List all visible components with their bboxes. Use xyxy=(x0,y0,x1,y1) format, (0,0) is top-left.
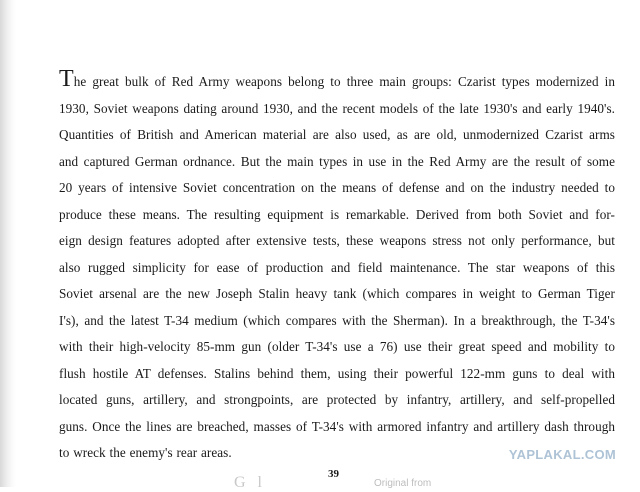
body-paragraph xyxy=(59,69,615,467)
page-edge-shadow xyxy=(0,0,16,487)
text-line-8: also rugged simplicity for ease of production and field maintenance. The star weapons of this xyxy=(59,259,615,275)
footer-stray-glyphs: G l xyxy=(234,474,266,491)
footer-original-from: Original from xyxy=(374,478,432,489)
text-line-11: with their high-velocity 85-mm gun (older T-34's use a 76) use their great speed and mobility to xyxy=(59,339,615,354)
text-line-9: Soviet arsenal are the new Joseph Stalin heavy tank (which compares in weight to German Tiger xyxy=(59,286,615,301)
watermark-logo: YAPLAKAL.COM xyxy=(508,447,616,462)
text-line-14: guns. Once the lines are breached, masses of T-34's with armored infantry and artillery dash through xyxy=(59,418,615,434)
text-line-15: to wreck the enemy's rear areas. xyxy=(59,445,232,460)
text-line-7: eign design features adopted after extensive tests, these weapons stress not only performance, but xyxy=(59,233,615,248)
text-line-5: 20 years of intensive Soviet concentration on the means of defense and on the industry needed to xyxy=(59,180,615,195)
text-line-12: flush hostile AT defenses. Stalins behind them, using their powerful 122-mm guns to deal with xyxy=(59,365,615,381)
text-line-2: 1930, Soviet weapons dating around 1930, and the recent models of the late 1930's and early 1940's. xyxy=(59,100,615,116)
text-line-3: Quantities of British and American material are also used, as are old, unmodernized Czarist arms xyxy=(59,127,615,142)
page-number: 39 xyxy=(328,468,339,480)
text-line-13: located guns, artillery, and strongpoints, are protected by infantry, artillery, and self-propelled xyxy=(59,392,615,407)
text-line-10: I's), and the latest T-34 medium (which compares with the Sherman). In a breakthrough, the T-34's xyxy=(59,312,615,328)
text-line-1-rest: he great bulk of Red Army weapons belong to three main groups: Czarist types modernized in xyxy=(73,74,615,89)
text-line-6: produce these means. The resulting equipment is remarkable. Derived from both Soviet and for- xyxy=(59,206,615,222)
text-line-1 xyxy=(59,69,615,96)
text-line-4: and captured German ordnance. But the main types in use in the Red Army are the result of some xyxy=(59,153,615,169)
drop-cap: T xyxy=(59,69,74,92)
